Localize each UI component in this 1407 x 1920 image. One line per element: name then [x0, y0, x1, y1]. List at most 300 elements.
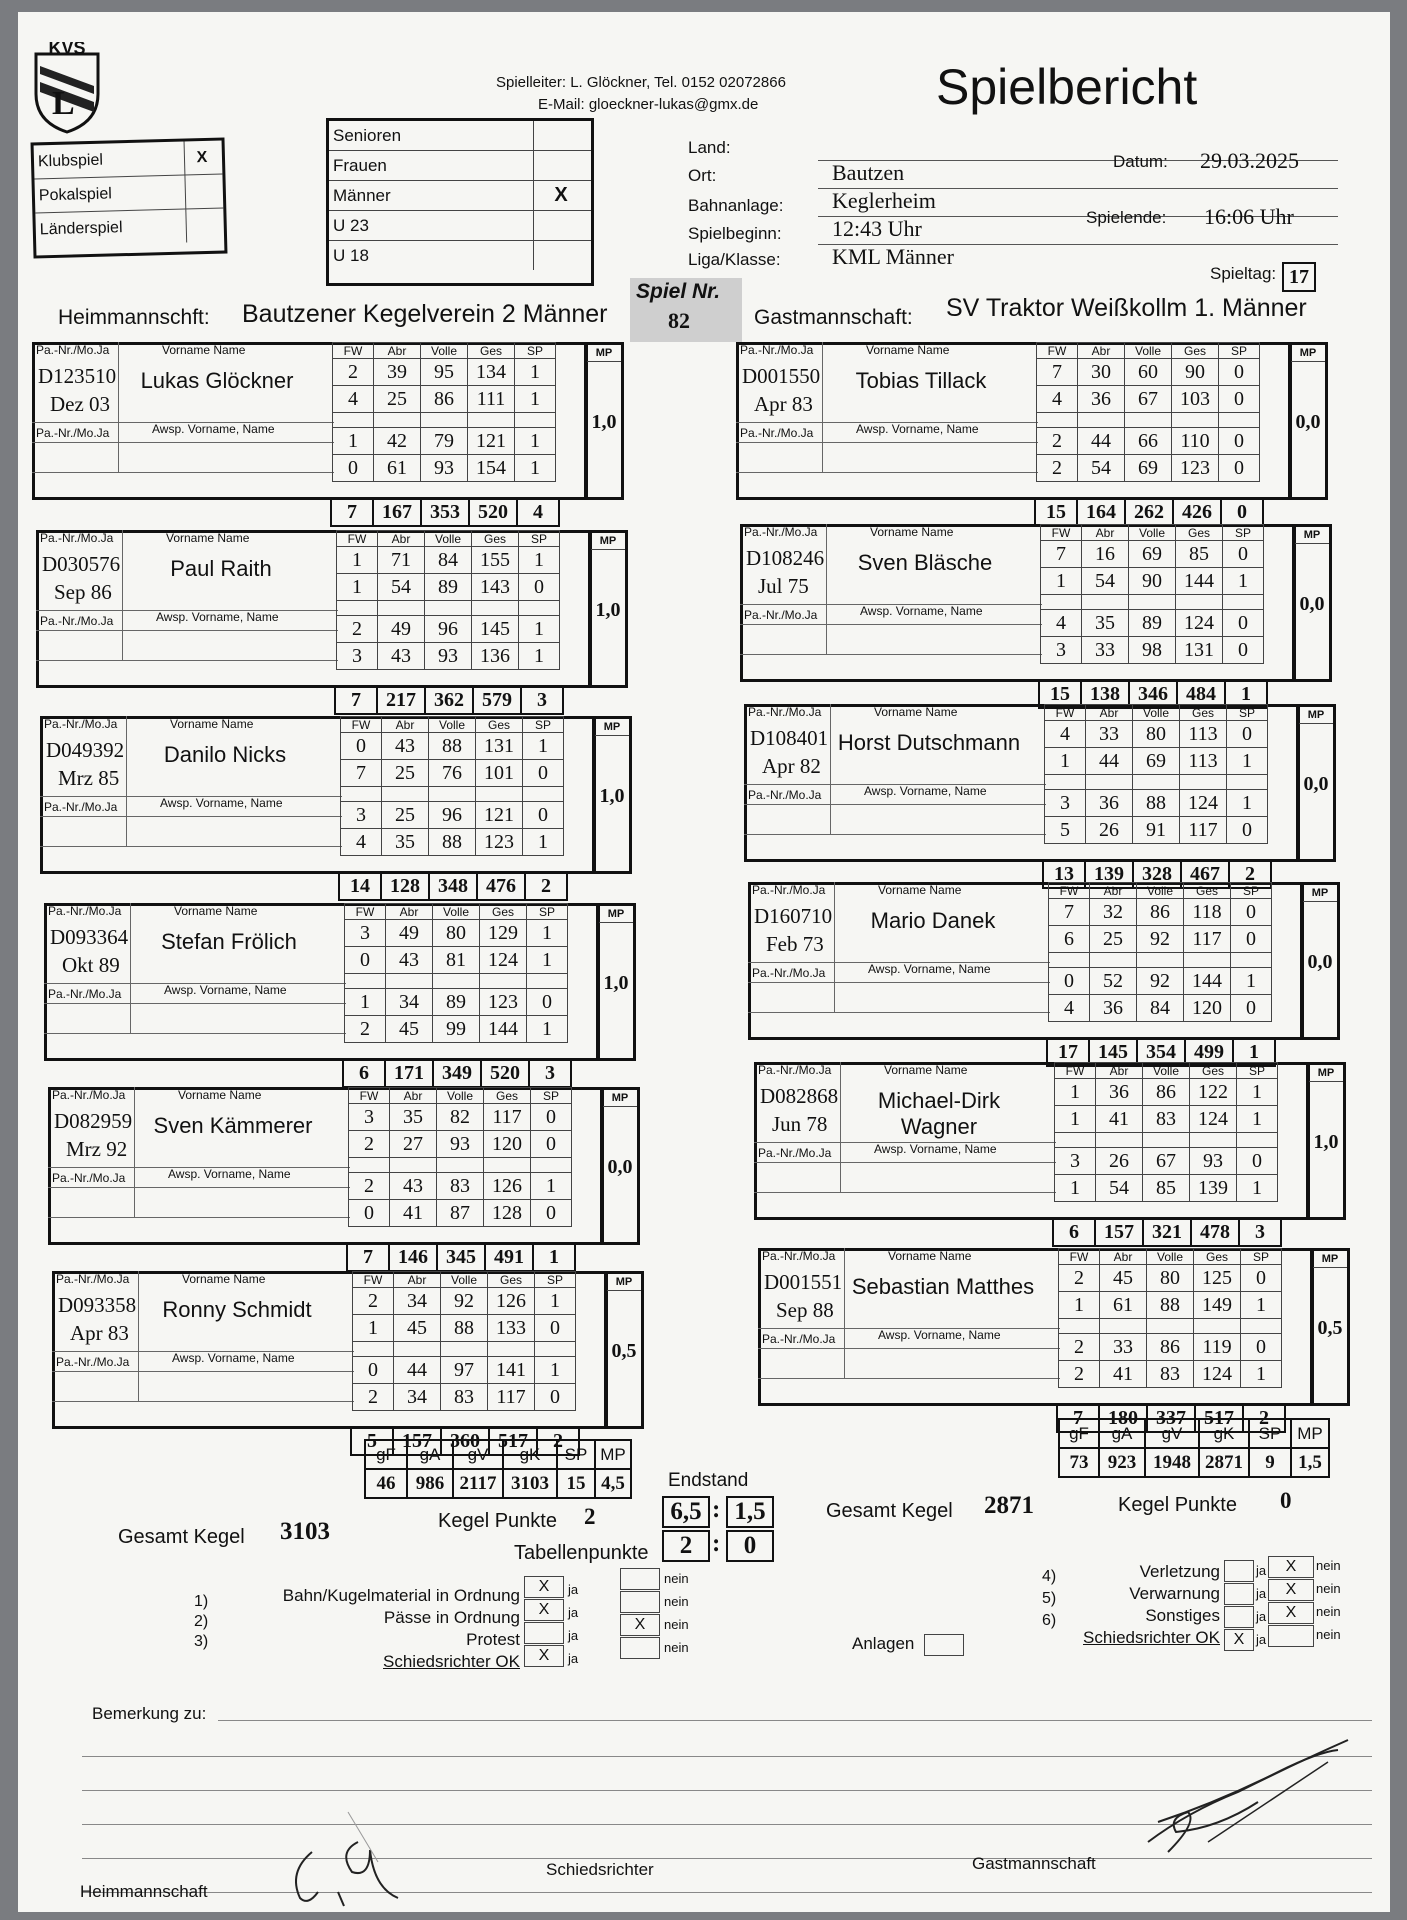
total-cell: 14: [339, 873, 381, 900]
col-header: SP: [515, 343, 556, 359]
spielende-label: Spielende:: [1086, 208, 1167, 227]
lane-cell: 154: [468, 455, 515, 482]
lane-cell: 3: [1055, 1148, 1096, 1175]
name-header: Vorname Name: [174, 904, 258, 918]
lane-row: [1045, 748, 1268, 775]
total-cell: 345: [437, 1244, 485, 1271]
spiel-nr-label: Spiel Nr.: [636, 280, 721, 303]
lane-cell: 96: [429, 802, 476, 829]
total-cell: 0: [1221, 499, 1263, 526]
id-header: Pa.-Nr./Mo.Ja: [762, 1249, 836, 1263]
check-label: Schiedsrichter OK: [1083, 1628, 1220, 1647]
lane-cell: 3: [341, 802, 382, 829]
lane-row: [1045, 721, 1268, 748]
mp-header: MP: [1295, 527, 1329, 544]
total-cell: 15: [1035, 499, 1077, 526]
lane-cell: 54: [378, 574, 425, 601]
lane-row: [1055, 1106, 1278, 1133]
col-header: FW: [349, 1088, 390, 1104]
home-team-label: Heimmannschft:: [58, 306, 210, 329]
lane-cell: 86: [1147, 1334, 1194, 1361]
lane-cell: 122: [1190, 1079, 1237, 1106]
score-grid: [332, 342, 556, 482]
lane-cell: 98: [1129, 637, 1176, 664]
check-nein-box[interactable]: X: [1268, 1579, 1314, 1601]
total-cell: 346: [1129, 681, 1177, 708]
total-cell: 337: [1147, 1405, 1195, 1432]
col-header: SP: [531, 1088, 572, 1104]
col-header: Ges: [468, 343, 515, 359]
lane-cell: 134: [468, 359, 515, 386]
sum-header: gA: [407, 1440, 453, 1469]
lane-row: [1037, 386, 1260, 413]
player-date: Sep 86: [54, 580, 112, 604]
col-header: SP: [1231, 883, 1272, 899]
col-header: Ges: [1194, 1249, 1241, 1265]
id-header: Pa.-Nr./Mo.Ja: [44, 717, 118, 731]
lane-cell: 35: [1082, 610, 1129, 637]
check-ja-box[interactable]: X: [524, 1645, 564, 1667]
sum-value: 2871: [1199, 1448, 1249, 1477]
name-header: Vorname Name: [884, 1063, 968, 1077]
sub-id-label: Pa.-Nr./Mo.Ja: [740, 426, 814, 440]
lane-cell: 121: [468, 428, 515, 455]
sum-value: 15: [557, 1469, 595, 1498]
player-date: Dez 03: [50, 392, 111, 416]
lane-row: [333, 455, 556, 482]
lane-cell: 82: [437, 1104, 484, 1131]
tabellenpunkte-home: 2: [662, 1530, 710, 1562]
col-header: Volle: [1147, 1249, 1194, 1265]
lane-row: [345, 947, 568, 974]
lane-cell: 1: [523, 829, 564, 856]
total-cell: 17: [1047, 1039, 1089, 1066]
player-name: Horst Dutschmann: [837, 730, 1021, 755]
lane-row: [1045, 817, 1268, 844]
id-header: Pa.-Nr./Mo.Ja: [740, 343, 814, 357]
col-header: Ges: [1176, 525, 1223, 541]
sum-header: gK: [1199, 1419, 1249, 1448]
lane-cell: 52: [1090, 968, 1137, 995]
schiri-signature-label: Schiedsrichter: [546, 1860, 654, 1879]
col-header: SP: [1241, 1249, 1282, 1265]
lane-cell: 92: [441, 1288, 488, 1315]
bahnanlage-label: Bahnanlage:: [688, 196, 784, 215]
lane-cell: 124: [1180, 790, 1227, 817]
lane-row: [1041, 541, 1264, 568]
id-header: Pa.-Nr./Mo.Ja: [752, 883, 826, 897]
lane-cell: 0: [333, 455, 374, 482]
guest-player-block: [736, 342, 1334, 528]
lane-cell: 54: [1082, 568, 1129, 595]
lane-row: [345, 1016, 568, 1043]
mp-header: MP: [599, 906, 633, 923]
lane-cell: 90: [1172, 359, 1219, 386]
lane-row: [349, 1173, 572, 1200]
total-cell: 426: [1173, 499, 1221, 526]
player-id: D082868: [760, 1084, 839, 1108]
lane-cell: 128: [484, 1200, 531, 1227]
lane-row: [337, 643, 560, 670]
lane-cell: 123: [1172, 455, 1219, 482]
check-nein-box[interactable]: [1268, 1625, 1314, 1647]
lane-cell: 1: [1241, 1361, 1282, 1388]
lane-cell: 1: [1059, 1292, 1100, 1319]
player-id: D108246: [746, 546, 825, 570]
total-cell: 5: [351, 1428, 393, 1455]
ja-label: ja: [1256, 1609, 1267, 1624]
lane-cell: 2: [337, 616, 378, 643]
lane-row: [353, 1357, 576, 1384]
nein-label: nein: [664, 1571, 689, 1586]
col-header: FW: [1037, 343, 1078, 359]
check-nein-box[interactable]: [620, 1568, 660, 1590]
check-nein-box[interactable]: [620, 1591, 660, 1613]
lane-cell: 1: [333, 428, 374, 455]
category-row: Frauen: [329, 151, 591, 181]
lane-cell: 2: [349, 1173, 390, 1200]
lane-cell: 110: [1172, 428, 1219, 455]
home-kp-label: Kegel Punkte: [438, 1510, 557, 1532]
nein-label: nein: [664, 1640, 689, 1655]
check-ja-box[interactable]: [1224, 1560, 1254, 1582]
total-cell: 3: [529, 1060, 571, 1087]
lane-cell: 93: [1190, 1148, 1237, 1175]
lane-cell: 87: [437, 1200, 484, 1227]
spielbeginn-value: 12:43 Uhr: [832, 216, 922, 241]
lane-cell: 0: [1049, 968, 1090, 995]
col-header: SP: [1227, 705, 1268, 721]
check-nein-box[interactable]: X: [1268, 1602, 1314, 1624]
lane-cell: 2: [1059, 1361, 1100, 1388]
check-ja-box[interactable]: [1224, 1606, 1254, 1628]
lane-cell: 1: [1223, 568, 1264, 595]
lane-cell: 4: [1041, 610, 1082, 637]
check-label: Schiedsrichter OK: [383, 1652, 520, 1671]
lane-cell: 111: [468, 386, 515, 413]
guest-team-name: SV Traktor Weißkollm 1. Männer: [946, 294, 1307, 322]
category-row: Senioren: [329, 121, 591, 151]
lane-cell: 0: [1219, 359, 1260, 386]
lane-cell: 44: [1078, 428, 1125, 455]
lane-cell: 71: [378, 547, 425, 574]
lane-row: [1037, 428, 1260, 455]
mp-column: [1306, 1062, 1346, 1220]
score-grid: [1040, 524, 1264, 664]
player-date: Apr 83: [70, 1321, 129, 1345]
mp-value: 0,5: [611, 1340, 637, 1362]
lane-cell: 34: [386, 989, 433, 1016]
sub-name-label: Awsp. Vorname, Name: [156, 610, 279, 624]
lane-cell: 1: [531, 1173, 572, 1200]
sum-header: MP: [595, 1440, 631, 1469]
lane-cell: 26: [1096, 1148, 1143, 1175]
sub-id-label: Pa.-Nr./Mo.Ja: [748, 788, 822, 802]
lane-cell: 155: [472, 547, 519, 574]
col-header: Ges: [476, 717, 523, 733]
guest-kp-value: 0: [1280, 1488, 1292, 1513]
player-id: D049392: [46, 738, 125, 762]
mp-header: MP: [607, 1274, 641, 1291]
lane-cell: 0: [1219, 428, 1260, 455]
lane-row: [333, 359, 556, 386]
category-row: U 23: [329, 211, 591, 241]
total-cell: 491: [485, 1244, 533, 1271]
col-header: FW: [1049, 883, 1090, 899]
lane-cell: 2: [1059, 1265, 1100, 1292]
total-cell: 2: [1229, 861, 1271, 888]
lane-cell: 129: [480, 920, 527, 947]
total-cell: 6: [343, 1060, 385, 1087]
lane-cell: 88: [1147, 1292, 1194, 1319]
total-cell: 520: [481, 1060, 529, 1087]
lane-cell: 83: [441, 1384, 488, 1411]
score-grid: [348, 1087, 572, 1227]
mp-column: [1300, 882, 1340, 1040]
lane-cell: 125: [1194, 1265, 1241, 1292]
lane-cell: 86: [421, 386, 468, 413]
lane-cell: 139: [1190, 1175, 1237, 1202]
lane-cell: 90: [1129, 568, 1176, 595]
lane-cell: 4: [1045, 721, 1086, 748]
check-nein-box[interactable]: [620, 1637, 660, 1659]
lane-cell: 45: [386, 1016, 433, 1043]
sum-value: 4,5: [595, 1469, 631, 1498]
lane-cell: 80: [1147, 1265, 1194, 1292]
mp-column: [584, 342, 624, 500]
lane-cell: 91: [1133, 817, 1180, 844]
lane-cell: 126: [484, 1173, 531, 1200]
ja-label: ja: [568, 1628, 579, 1643]
total-cell: 262: [1125, 499, 1173, 526]
home-player-block: [52, 1271, 650, 1457]
mp-header: MP: [1303, 885, 1337, 902]
check-label: Sonstiges: [1145, 1606, 1220, 1625]
lane-cell: 36: [1096, 1079, 1143, 1106]
lane-cell: 83: [437, 1173, 484, 1200]
total-cell: 517: [1195, 1405, 1243, 1432]
check-ja-box[interactable]: [1224, 1583, 1254, 1605]
game-type-box: [31, 137, 228, 258]
sum-value: 1,5: [1291, 1448, 1329, 1477]
player-name: Paul Raith: [170, 556, 272, 581]
sub-id-label: Pa.-Nr./Mo.Ja: [52, 1171, 126, 1185]
lane-cell: 45: [1100, 1265, 1147, 1292]
lane-cell: 0: [345, 947, 386, 974]
lane-cell: 131: [476, 733, 523, 760]
total-cell: 7: [335, 687, 377, 714]
lane-cell: 117: [488, 1384, 535, 1411]
player-name: Danilo Nicks: [163, 742, 287, 767]
name-header: Vorname Name: [178, 1088, 262, 1102]
total-row: [342, 1059, 572, 1088]
lane-cell: 133: [488, 1315, 535, 1342]
lane-row: [333, 428, 556, 455]
lane-cell: 36: [1078, 386, 1125, 413]
liga-value: KML Männer: [832, 244, 954, 269]
lane-cell: 44: [1086, 748, 1133, 775]
lane-cell: 101: [476, 760, 523, 787]
lane-cell: 34: [394, 1384, 441, 1411]
col-header: Ges: [1172, 343, 1219, 359]
anlagen-label: Anlagen: [852, 1634, 915, 1653]
lane-cell: 0: [1241, 1334, 1282, 1361]
lane-cell: 136: [472, 643, 519, 670]
spielleiter-line: Spielleiter: L. Glöckner, Tel. 0152 02072866: [496, 74, 786, 91]
check-ja-box[interactable]: X: [1224, 1629, 1254, 1651]
lane-row: [353, 1288, 576, 1315]
nein-label: nein: [1316, 1558, 1341, 1573]
mp-header: MP: [603, 1090, 637, 1107]
home-player-block: [36, 530, 634, 716]
check-ja-box[interactable]: [524, 1622, 564, 1644]
sum-header: SP: [1249, 1419, 1291, 1448]
lane-cell: 0: [531, 1200, 572, 1227]
lane-row: [341, 829, 564, 856]
col-header: FW: [353, 1272, 394, 1288]
total-cell: 478: [1191, 1219, 1239, 1246]
col-header: Abr: [386, 904, 433, 920]
lane-cell: 88: [441, 1315, 488, 1342]
lane-cell: 1: [527, 1016, 568, 1043]
col-header: FW: [1059, 1249, 1100, 1265]
check-ja-box[interactable]: X: [524, 1576, 564, 1598]
ja-label: ja: [1256, 1563, 1267, 1578]
lane-cell: 89: [433, 989, 480, 1016]
player-id: D093364: [50, 925, 129, 949]
lane-cell: 124: [1194, 1361, 1241, 1388]
total-cell: 353: [421, 499, 469, 526]
datum-label: Datum:: [1113, 152, 1168, 171]
anlagen-box[interactable]: [924, 1634, 964, 1656]
check-nein-box[interactable]: X: [1268, 1556, 1314, 1578]
svg-text:L: L: [52, 85, 75, 122]
col-header: Abr: [1086, 705, 1133, 721]
lane-cell: 119: [1194, 1334, 1241, 1361]
lane-cell: 0: [1219, 386, 1260, 413]
sub-name-label: Awsp. Vorname, Name: [164, 983, 287, 997]
mp-value: 0,0: [1303, 773, 1329, 795]
lane-cell: 83: [1147, 1361, 1194, 1388]
id-header: Pa.-Nr./Mo.Ja: [56, 1272, 130, 1286]
lane-cell: 7: [1037, 359, 1078, 386]
lane-row: [1059, 1265, 1282, 1292]
lane-cell: 66: [1125, 428, 1172, 455]
player-date: Apr 83: [754, 392, 813, 416]
guest-gesamt-label: Gesamt Kegel: [826, 1500, 953, 1522]
lane-cell: 145: [472, 616, 519, 643]
lane-cell: 143: [472, 574, 519, 601]
check-nein-box[interactable]: X: [620, 1614, 660, 1636]
lane-cell: 124: [1190, 1106, 1237, 1133]
lane-cell: 7: [1041, 541, 1082, 568]
lane-cell: 141: [488, 1357, 535, 1384]
lane-cell: 80: [1133, 721, 1180, 748]
page-title: Spielbericht: [936, 59, 1198, 115]
total-cell: 3: [1239, 1219, 1281, 1246]
spielende-value: 16:06 Uhr: [1204, 204, 1294, 229]
report-sheet: [18, 12, 1390, 1912]
lane-cell: 33: [1082, 637, 1129, 664]
guest-player-block: [758, 1248, 1356, 1434]
score-grid: [352, 1271, 576, 1411]
lane-row: [1055, 1175, 1278, 1202]
lane-cell: 1: [1055, 1175, 1096, 1202]
lane-cell: 117: [484, 1104, 531, 1131]
total-cell: 348: [429, 873, 477, 900]
mp-column: [592, 716, 632, 874]
total-cell: 157: [1095, 1219, 1143, 1246]
mp-column: [1310, 1248, 1350, 1406]
sum-header: gF: [1059, 1419, 1099, 1448]
score-grid: [336, 530, 560, 670]
lane-cell: 0: [1241, 1265, 1282, 1292]
player-name: Sven Bläsche: [857, 550, 993, 575]
lane-cell: 43: [382, 733, 429, 760]
name-header: Vorname Name: [866, 343, 950, 357]
name-header: Vorname Name: [870, 525, 954, 539]
col-header: SP: [1223, 525, 1264, 541]
lane-row: [349, 1131, 572, 1158]
lane-row: [345, 989, 568, 1016]
col-header: Abr: [390, 1088, 437, 1104]
total-cell: 128: [381, 873, 429, 900]
check-numbers-left: 1) 2) 3): [194, 1593, 209, 1650]
sub-id-label: Pa.-Nr./Mo.Ja: [762, 1332, 836, 1346]
lane-cell: 45: [394, 1315, 441, 1342]
total-cell: 1: [1225, 681, 1267, 708]
guest-gesamt-value: 2871: [984, 1492, 1034, 1519]
sum-header: gF: [365, 1440, 407, 1469]
total-cell: 476: [477, 873, 525, 900]
lane-cell: 144: [1184, 968, 1231, 995]
total-cell: 499: [1185, 1039, 1233, 1066]
id-header: Pa.-Nr./Mo.Ja: [48, 904, 122, 918]
mp-column: [1292, 524, 1332, 682]
lane-cell: 41: [390, 1200, 437, 1227]
lane-cell: 2: [1037, 455, 1078, 482]
col-header: FW: [333, 343, 374, 359]
sum-header: MP: [1291, 1419, 1329, 1448]
lane-cell: 25: [374, 386, 421, 413]
lane-cell: 2: [1059, 1334, 1100, 1361]
spieltag-label: Spieltag:: [1210, 264, 1277, 283]
lane-row: [337, 547, 560, 574]
lane-row: [333, 386, 556, 413]
bahnanlage-value: Keglerheim: [832, 188, 936, 213]
lane-cell: 0: [1231, 926, 1272, 953]
player-date: Apr 82: [762, 754, 821, 778]
check-ja-box[interactable]: X: [524, 1599, 564, 1621]
name-header: Vorname Name: [170, 717, 254, 731]
lane-cell: 33: [1100, 1334, 1147, 1361]
lane-cell: 89: [1129, 610, 1176, 637]
lane-cell: 34: [394, 1288, 441, 1315]
lane-cell: 1: [515, 455, 556, 482]
sum-value: 9: [1249, 1448, 1291, 1477]
col-header: Ges: [484, 1088, 531, 1104]
lane-cell: 120: [484, 1131, 531, 1158]
lane-cell: 1: [1055, 1079, 1096, 1106]
sum-value: 986: [407, 1469, 453, 1498]
lane-cell: 0: [535, 1384, 576, 1411]
lane-cell: 1: [1237, 1175, 1278, 1202]
lane-row: [1037, 455, 1260, 482]
player-date: Okt 89: [62, 953, 120, 977]
col-header: Ges: [1190, 1063, 1237, 1079]
check-label: Verletzung: [1139, 1562, 1220, 1581]
lane-cell: 126: [488, 1288, 535, 1315]
